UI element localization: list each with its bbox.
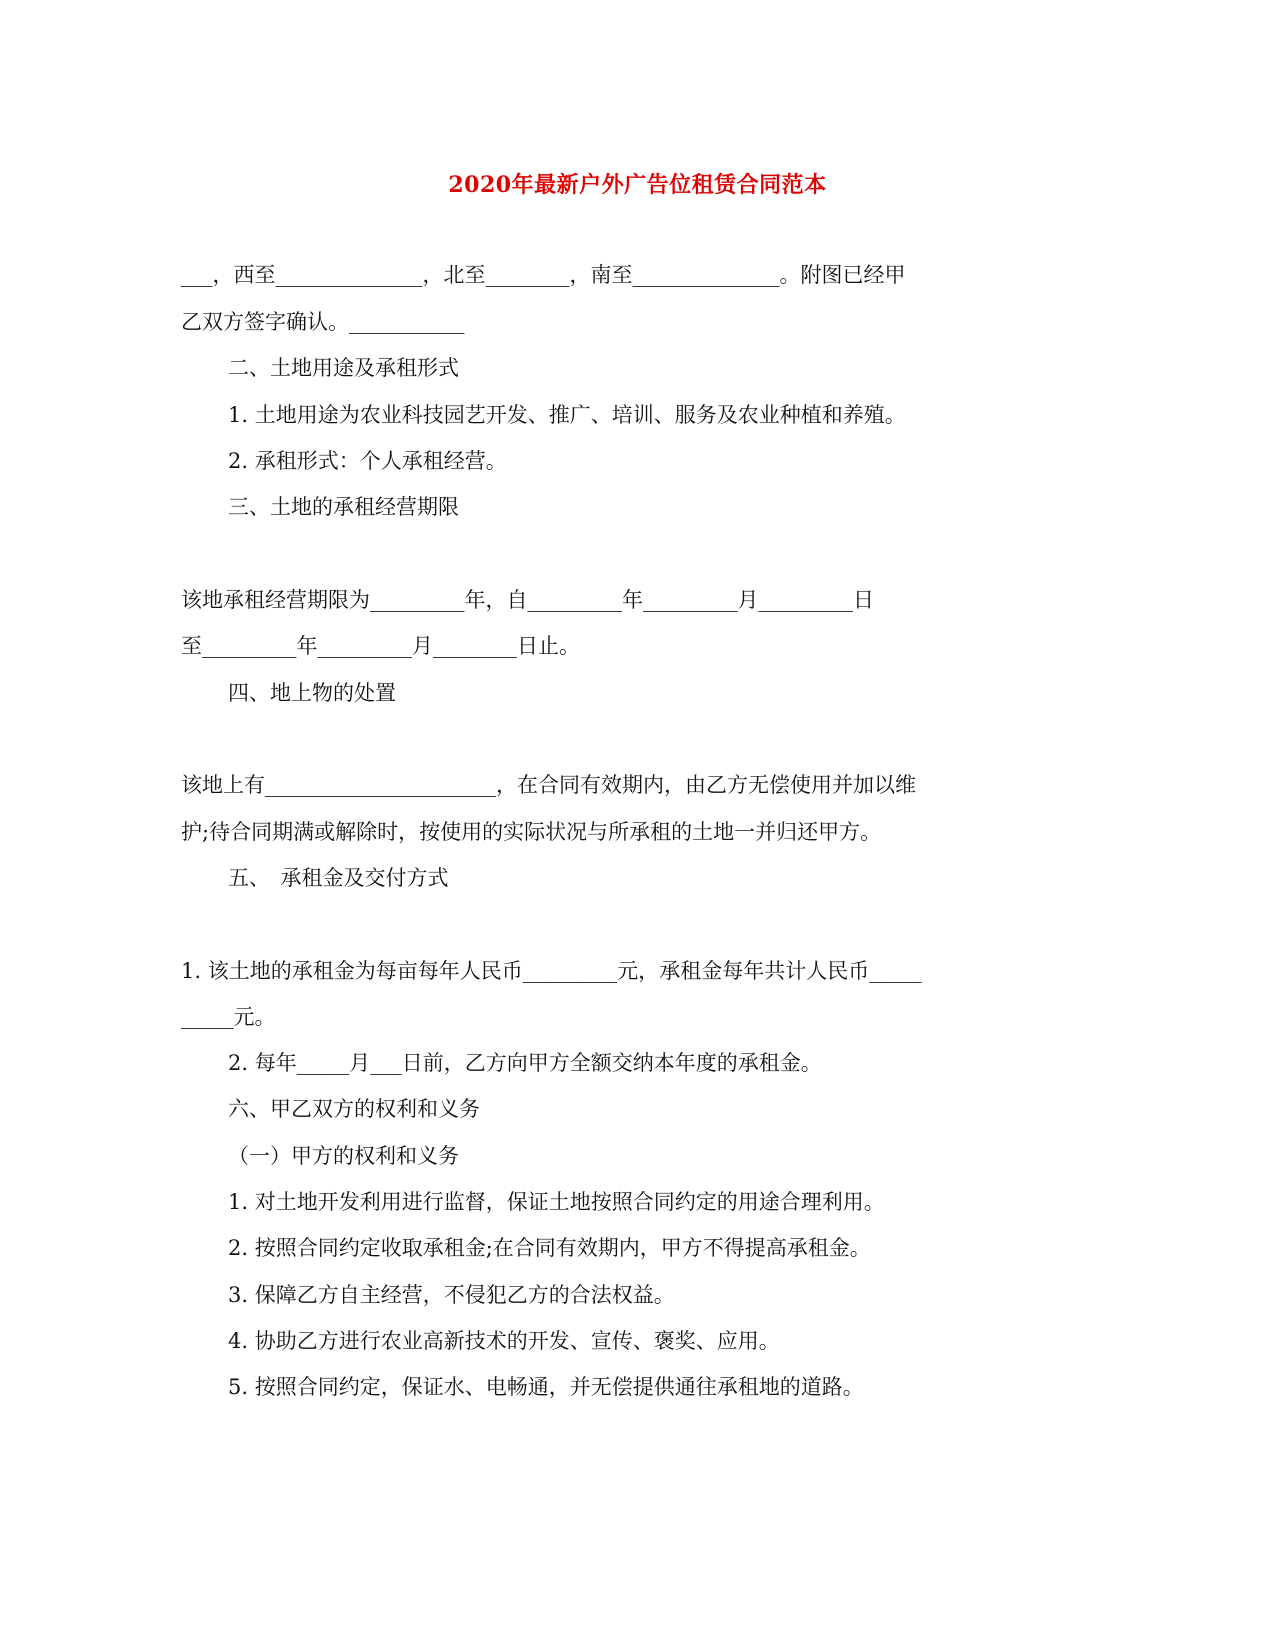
body-line: 护;待合同期满或解除时，按使用的实际状况与所承租的土地一并归还甲方。 xyxy=(181,820,882,844)
body-line: 该地上有______________________，在合同有效期内，由乙方无偿使用并加以维 xyxy=(181,773,916,797)
clause-line: 2. 按照合同约定收取承租金;在合同有效期内，甲方不得提高承租金。 xyxy=(228,1236,871,1260)
section-heading: 二、土地用途及承租形式 xyxy=(228,356,459,380)
clause-line: 2. 每年_____月___日前，乙方向甲方全额交纳本年度的承租金。 xyxy=(228,1051,822,1075)
clause-line: 2. 承租形式：个人承租经营。 xyxy=(228,449,507,473)
section-heading: 三、土地的承租经营期限 xyxy=(228,495,459,519)
body-line: 乙双方签字确认。___________ xyxy=(181,310,465,334)
clause-line: 4. 协助乙方进行农业高新技术的开发、宣传、褒奖、应用。 xyxy=(228,1329,780,1353)
clause-line: 1. 对土地开发利用进行监督，保证土地按照合同约定的用途合理利用。 xyxy=(228,1190,885,1214)
subsection-heading: （一）甲方的权利和义务 xyxy=(228,1144,459,1168)
document-title: 2020年最新户外广告位租赁合同范本 xyxy=(448,172,827,198)
body-line: 该地承租经营期限为_________年，自_________年_________月_________日 xyxy=(181,588,874,612)
clause-line: 5. 按照合同约定，保证水、电畅通，并无偿提供通往承租地的道路。 xyxy=(228,1375,864,1399)
body-line: ___，西至______________，北至________，南至______________。附图已经甲 xyxy=(181,263,906,287)
body-line: 1. 该土地的承租金为每亩每年人民币_________元，承租金每年共计人民币_____ xyxy=(181,959,922,983)
body-line: 至_________年_________月________日止。 xyxy=(181,634,580,658)
body-line: _____元。 xyxy=(181,1005,276,1029)
section-heading: 六、甲乙双方的权利和义务 xyxy=(228,1097,480,1121)
clause-line: 1. 土地用途为农业科技园艺开发、推广、培训、服务及农业种植和养殖。 xyxy=(228,403,906,427)
section-heading: 四、地上物的处置 xyxy=(228,681,396,705)
clause-line: 3. 保障乙方自主经营，不侵犯乙方的合法权益。 xyxy=(228,1283,675,1307)
section-heading: 五、 承租金及交付方式 xyxy=(228,866,449,890)
